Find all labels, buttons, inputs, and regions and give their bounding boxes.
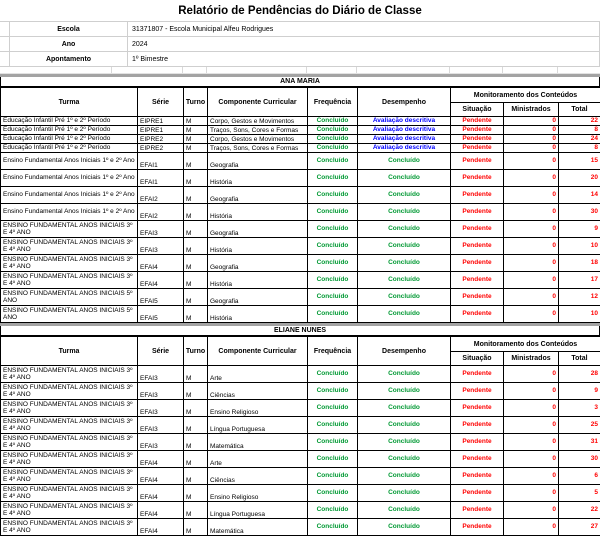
cell-serie: EFAI5	[138, 289, 184, 306]
cell-serie: EFAI4	[138, 519, 184, 536]
table-row	[1, 434, 600, 451]
table-body	[1, 117, 600, 323]
cell-frequencia: Concluído	[308, 434, 358, 451]
cell-componente: História	[208, 204, 308, 221]
cell-componente: Língua Portuguesa	[208, 502, 308, 519]
cell-componente: Matemática	[208, 434, 308, 451]
cell-componente: História	[208, 306, 308, 323]
cell-desempenho: Concluído	[358, 519, 451, 536]
cell-ministrados: 0	[504, 451, 559, 468]
cell-desempenho: Concluído	[358, 238, 451, 255]
cell-situacao: Pendente	[451, 272, 504, 289]
cell-ministrados: 0	[504, 153, 559, 170]
cell-desempenho: Concluído	[358, 400, 451, 417]
cell-situacao: Pendente	[451, 153, 504, 170]
cell-turma: ENSINO FUNDAMENTAL ANOS INICIAIS 3º E 4º ANO	[1, 519, 138, 536]
cell-total: 10	[559, 306, 600, 323]
cell-turno: M	[184, 204, 208, 221]
grid-segment	[558, 67, 600, 73]
cell-turno: M	[184, 366, 208, 383]
col-header-monitoramento: Monitoramento dos Conteúdos	[451, 88, 600, 103]
cell-frequencia: Concluído	[308, 417, 358, 434]
cell-frequencia: Concluído	[308, 306, 358, 323]
cell-turno: M	[184, 451, 208, 468]
cell-total: 28	[559, 366, 600, 383]
cell-situacao: Pendente	[451, 170, 504, 187]
col-header-frequencia: Frequência	[308, 337, 358, 366]
cell-turma: ENSINO FUNDAMENTAL ANOS INICIAIS 3º E 4º ANO	[1, 400, 138, 417]
col-header-situacao: Situação	[451, 352, 504, 366]
cell-ministrados: 0	[504, 366, 559, 383]
cell-total: 20	[559, 170, 600, 187]
cell-turno: M	[184, 170, 208, 187]
cell-total: 15	[559, 153, 600, 170]
cell-frequencia: Concluído	[308, 238, 358, 255]
cell-frequencia: Concluído	[308, 117, 358, 126]
cell-serie: EFAI3	[138, 221, 184, 238]
cell-componente: Traços, Sons, Cores e Formas	[208, 126, 308, 135]
cell-situacao: Pendente	[451, 204, 504, 221]
cell-ministrados: 0	[504, 144, 559, 153]
table-row	[1, 135, 600, 144]
cell-ministrados: 0	[504, 306, 559, 323]
cell-ministrados: 0	[504, 117, 559, 126]
cell-situacao: Pendente	[451, 485, 504, 502]
col-header-turno: Turno	[184, 337, 208, 366]
cell-turno: M	[184, 434, 208, 451]
cell-componente: Ensino Religioso	[208, 485, 308, 502]
apontamento-label: Apontamento	[10, 52, 128, 66]
grid-segment	[207, 67, 307, 73]
grid-segment	[183, 67, 207, 73]
table-row	[1, 468, 600, 485]
cell-frequencia: Concluído	[308, 221, 358, 238]
cell-componente: Corpo, Gestos e Movimentos	[208, 135, 308, 144]
cell-desempenho: Concluído	[358, 204, 451, 221]
cell-frequencia: Concluído	[308, 468, 358, 485]
cell-ministrados: 0	[504, 187, 559, 204]
cell-serie: EFAI3	[138, 417, 184, 434]
cell-desempenho: Concluído	[358, 153, 451, 170]
cell-ministrados: 0	[504, 289, 559, 306]
cell-turno: M	[184, 289, 208, 306]
cell-serie: EFAI3	[138, 400, 184, 417]
cell-total: 22	[559, 117, 600, 126]
cell-turno: M	[184, 135, 208, 144]
page-title: Relatório de Pendências do Diário de Classe	[0, 0, 600, 22]
cell-componente: História	[208, 272, 308, 289]
table-row	[1, 400, 600, 417]
cell-situacao: Pendente	[451, 451, 504, 468]
cell-total: 22	[559, 502, 600, 519]
cell-turma: ENSINO FUNDAMENTAL ANOS INICIAIS 3º E 4º ANO	[1, 434, 138, 451]
cell-turno: M	[184, 238, 208, 255]
col-header-total: Total	[559, 103, 600, 117]
col-header-ministrados: Ministrados	[504, 103, 559, 117]
table-row	[1, 366, 600, 383]
cell-componente: Geografia	[208, 289, 308, 306]
cell-total: 31	[559, 434, 600, 451]
cell-ministrados: 0	[504, 434, 559, 451]
cell-turma: ENSINO FUNDAMENTAL ANOS INICIAIS 3º E 4º ANO	[1, 468, 138, 485]
cell-turma: ENSINO FUNDAMENTAL ANOS INICIAIS 3º E 4º ANO	[1, 366, 138, 383]
cell-frequencia: Concluído	[308, 144, 358, 153]
cell-turma: Educação Infantil Pré 1º e 2º Período	[1, 117, 138, 126]
cell-turno: M	[184, 221, 208, 238]
cell-componente: Arte	[208, 451, 308, 468]
col-header-desempenho: Desempenho	[358, 88, 451, 117]
cell-situacao: Pendente	[451, 187, 504, 204]
cell-frequencia: Concluído	[308, 135, 358, 144]
cell-desempenho: Avaliação descritiva	[358, 135, 451, 144]
cell-total: 17	[559, 272, 600, 289]
cell-ministrados: 0	[504, 272, 559, 289]
cell-desempenho: Avaliação descritiva	[358, 117, 451, 126]
cell-serie: EIPRE2	[138, 135, 184, 144]
info-spacer	[0, 52, 10, 66]
cell-ministrados: 0	[504, 383, 559, 400]
cell-componente: Ciências	[208, 383, 308, 400]
cell-desempenho: Concluído	[358, 170, 451, 187]
cell-turno: M	[184, 400, 208, 417]
cell-ministrados: 0	[504, 468, 559, 485]
cell-frequencia: Concluído	[308, 255, 358, 272]
teacher-name: ANA MARIA	[0, 77, 600, 87]
cell-ministrados: 0	[504, 417, 559, 434]
cell-desempenho: Avaliação descritiva	[358, 144, 451, 153]
table-row	[1, 485, 600, 502]
grid-segment	[503, 67, 558, 73]
cell-turma: ENSINO FUNDAMENTAL ANOS INICIAIS 3º E 4º ANO	[1, 255, 138, 272]
cell-total: 18	[559, 255, 600, 272]
cell-serie: EFAI1	[138, 170, 184, 187]
cell-turno: M	[184, 383, 208, 400]
cell-componente: Geografia	[208, 221, 308, 238]
table-row	[1, 306, 600, 323]
cell-ministrados: 0	[504, 135, 559, 144]
escola-value: 31371807 - Escola Municipal Alfeu Rodrigues	[128, 22, 599, 36]
cell-total: 9	[559, 221, 600, 238]
cell-total: 12	[559, 289, 600, 306]
table-row	[1, 417, 600, 434]
info-row-ano	[0, 37, 599, 52]
cell-componente: Língua Portuguesa	[208, 417, 308, 434]
apontamento-value: 1º Bimestre	[128, 52, 599, 66]
cell-turma: ENSINO FUNDAMENTAL ANOS INICIAIS 3º E 4º ANO	[1, 383, 138, 400]
cell-turma: ENSINO FUNDAMENTAL ANOS INICIAIS 3º E 4º ANO	[1, 272, 138, 289]
cell-turno: M	[184, 117, 208, 126]
cell-ministrados: 0	[504, 485, 559, 502]
report-info	[0, 22, 600, 67]
grid-segment	[450, 67, 503, 73]
cell-total: 24	[559, 135, 600, 144]
cell-serie: EFAI2	[138, 187, 184, 204]
table-row	[1, 238, 600, 255]
table-row	[1, 144, 600, 153]
pendencias-table	[0, 336, 600, 536]
cell-ministrados: 0	[504, 255, 559, 272]
cell-situacao: Pendente	[451, 468, 504, 485]
col-header-ministrados: Ministrados	[504, 352, 559, 366]
cell-serie: EFAI4	[138, 485, 184, 502]
cell-serie: EIPRE1	[138, 117, 184, 126]
cell-frequencia: Concluído	[308, 153, 358, 170]
table-row	[1, 117, 600, 126]
cell-total: 8	[559, 144, 600, 153]
cell-componente: Traços, Sons, Cores e Formas	[208, 144, 308, 153]
cell-turma: Educação Infantil Pré 1º e 2º Período	[1, 135, 138, 144]
cell-componente: Arte	[208, 366, 308, 383]
table-row	[1, 126, 600, 135]
cell-desempenho: Avaliação descritiva	[358, 126, 451, 135]
cell-desempenho: Concluído	[358, 187, 451, 204]
cell-situacao: Pendente	[451, 255, 504, 272]
cell-desempenho: Concluído	[358, 468, 451, 485]
cell-componente: História	[208, 170, 308, 187]
col-header-situacao: Situação	[451, 103, 504, 117]
teacher-name: ELIANE NUNES	[0, 326, 600, 336]
col-header-turma: Turma	[1, 337, 138, 366]
cell-componente: Ciências	[208, 468, 308, 485]
table-row	[1, 502, 600, 519]
col-header-serie: Série	[138, 88, 184, 117]
cell-frequencia: Concluído	[308, 187, 358, 204]
cell-ministrados: 0	[504, 400, 559, 417]
cell-situacao: Pendente	[451, 519, 504, 536]
table-row	[1, 204, 600, 221]
cell-turma: ENSINO FUNDAMENTAL ANOS INICIAIS 3º E 4º ANO	[1, 238, 138, 255]
cell-turno: M	[184, 417, 208, 434]
cell-desempenho: Concluído	[358, 306, 451, 323]
table-row	[1, 255, 600, 272]
cell-turno: M	[184, 306, 208, 323]
cell-serie: EFAI4	[138, 502, 184, 519]
cell-turma: Ensino Fundamental Anos Iniciais 1º e 2º Ano	[1, 153, 138, 170]
table-row	[1, 187, 600, 204]
ano-label: Ano	[10, 37, 128, 51]
cell-turno: M	[184, 468, 208, 485]
table-row	[1, 519, 600, 536]
cell-turno: M	[184, 519, 208, 536]
cell-serie: EFAI3	[138, 434, 184, 451]
table-row	[1, 153, 600, 170]
cell-serie: EFAI1	[138, 153, 184, 170]
cell-turno: M	[184, 272, 208, 289]
cell-turno: M	[184, 144, 208, 153]
empty-grid-row	[0, 67, 600, 74]
cell-turma: ENSINO FUNDAMENTAL ANOS INICIAIS 3º E 4º ANO	[1, 485, 138, 502]
cell-turma: ENSINO FUNDAMENTAL ANOS INICIAIS 3º E 4º ANO	[1, 221, 138, 238]
cell-componente: Ensino Religioso	[208, 400, 308, 417]
cell-frequencia: Concluído	[308, 289, 358, 306]
cell-turma: ENSINO FUNDAMENTAL ANOS INICIAIS 3º E 4º ANO	[1, 502, 138, 519]
cell-ministrados: 0	[504, 238, 559, 255]
cell-desempenho: Concluído	[358, 417, 451, 434]
cell-desempenho: Concluído	[358, 366, 451, 383]
cell-situacao: Pendente	[451, 117, 504, 126]
cell-serie: EFAI5	[138, 306, 184, 323]
col-header-turma: Turma	[1, 88, 138, 117]
cell-serie: EFAI3	[138, 366, 184, 383]
cell-situacao: Pendente	[451, 400, 504, 417]
cell-ministrados: 0	[504, 519, 559, 536]
cell-ministrados: 0	[504, 502, 559, 519]
cell-frequencia: Concluído	[308, 383, 358, 400]
table-row	[1, 272, 600, 289]
cell-situacao: Pendente	[451, 135, 504, 144]
cell-serie: EFAI4	[138, 255, 184, 272]
cell-frequencia: Concluído	[308, 170, 358, 187]
table-row	[1, 289, 600, 306]
cell-desempenho: Concluído	[358, 221, 451, 238]
cell-desempenho: Concluído	[358, 255, 451, 272]
cell-componente: Matemática	[208, 519, 308, 536]
col-header-frequencia: Frequência	[308, 88, 358, 117]
ano-value: 2024	[128, 37, 599, 51]
cell-total: 27	[559, 519, 600, 536]
cell-desempenho: Concluído	[358, 485, 451, 502]
cell-componente: Geografia	[208, 187, 308, 204]
col-header-monitoramento: Monitoramento dos Conteúdos	[451, 337, 600, 352]
cell-turno: M	[184, 153, 208, 170]
cell-situacao: Pendente	[451, 238, 504, 255]
cell-situacao: Pendente	[451, 306, 504, 323]
pendencias-table	[0, 87, 600, 323]
col-header-turno: Turno	[184, 88, 208, 117]
cell-componente: Corpo, Gestos e Movimentos	[208, 117, 308, 126]
cell-serie: EFAI4	[138, 468, 184, 485]
cell-desempenho: Concluído	[358, 502, 451, 519]
cell-turma: Ensino Fundamental Anos Iniciais 1º e 2º Ano	[1, 170, 138, 187]
cell-situacao: Pendente	[451, 383, 504, 400]
cell-turno: M	[184, 187, 208, 204]
cell-turma: ENSINO FUNDAMENTAL ANOS INICIAIS 5º ANO	[1, 306, 138, 323]
cell-serie: EFAI3	[138, 383, 184, 400]
grid-segment	[112, 67, 183, 73]
cell-total: 14	[559, 187, 600, 204]
grid-segment	[307, 67, 357, 73]
cell-turno: M	[184, 126, 208, 135]
col-header-componente: Componente Curricular	[208, 337, 308, 366]
cell-frequencia: Concluído	[308, 366, 358, 383]
cell-total: 10	[559, 238, 600, 255]
cell-total: 25	[559, 417, 600, 434]
cell-total: 3	[559, 400, 600, 417]
col-header-total: Total	[559, 352, 600, 366]
table-row	[1, 383, 600, 400]
report-sections	[0, 74, 600, 536]
cell-frequencia: Concluído	[308, 519, 358, 536]
cell-serie: EFAI3	[138, 238, 184, 255]
table-row	[1, 170, 600, 187]
cell-serie: EFAI4	[138, 451, 184, 468]
grid-segment	[0, 67, 112, 73]
cell-serie: EFAI2	[138, 204, 184, 221]
cell-frequencia: Concluído	[308, 204, 358, 221]
cell-total: 30	[559, 204, 600, 221]
cell-desempenho: Concluído	[358, 434, 451, 451]
cell-turma: Ensino Fundamental Anos Iniciais 1º e 2º Ano	[1, 204, 138, 221]
info-spacer	[0, 37, 10, 51]
cell-situacao: Pendente	[451, 126, 504, 135]
cell-turma: ENSINO FUNDAMENTAL ANOS INICIAIS 3º E 4º ANO	[1, 417, 138, 434]
col-header-componente: Componente Curricular	[208, 88, 308, 117]
cell-ministrados: 0	[504, 221, 559, 238]
cell-situacao: Pendente	[451, 289, 504, 306]
escola-label: Escola	[10, 22, 128, 36]
cell-turma: Educação Infantil Pré 1º e 2º Período	[1, 144, 138, 153]
cell-situacao: Pendente	[451, 221, 504, 238]
cell-frequencia: Concluído	[308, 400, 358, 417]
cell-total: 6	[559, 468, 600, 485]
cell-serie: EFAI4	[138, 272, 184, 289]
cell-frequencia: Concluído	[308, 272, 358, 289]
cell-total: 30	[559, 451, 600, 468]
cell-serie: EIPRE2	[138, 144, 184, 153]
cell-componente: História	[208, 238, 308, 255]
cell-componente: Geografia	[208, 255, 308, 272]
cell-frequencia: Concluído	[308, 502, 358, 519]
cell-ministrados: 0	[504, 170, 559, 187]
cell-componente: Geografia	[208, 153, 308, 170]
cell-turma: ENSINO FUNDAMENTAL ANOS INICIAIS 5º ANO	[1, 289, 138, 306]
cell-turno: M	[184, 502, 208, 519]
grid-segment	[357, 67, 450, 73]
cell-turno: M	[184, 255, 208, 272]
cell-desempenho: Concluído	[358, 451, 451, 468]
col-header-desempenho: Desempenho	[358, 337, 451, 366]
cell-total: 9	[559, 383, 600, 400]
cell-desempenho: Concluído	[358, 289, 451, 306]
info-row-escola	[0, 22, 599, 37]
col-header-serie: Série	[138, 337, 184, 366]
cell-frequencia: Concluído	[308, 126, 358, 135]
table-body	[1, 366, 600, 536]
cell-turma: Ensino Fundamental Anos Iniciais 1º e 2º Ano	[1, 187, 138, 204]
cell-turma: ENSINO FUNDAMENTAL ANOS INICIAIS 3º E 4º ANO	[1, 451, 138, 468]
cell-frequencia: Concluído	[308, 485, 358, 502]
cell-turma: Educação Infantil Pré 1º e 2º Período	[1, 126, 138, 135]
cell-ministrados: 0	[504, 126, 559, 135]
table-row	[1, 451, 600, 468]
table-row	[1, 221, 600, 238]
cell-desempenho: Concluído	[358, 272, 451, 289]
cell-frequencia: Concluído	[308, 451, 358, 468]
cell-total: 5	[559, 485, 600, 502]
cell-turno: M	[184, 485, 208, 502]
cell-situacao: Pendente	[451, 502, 504, 519]
info-spacer	[0, 22, 10, 36]
cell-ministrados: 0	[504, 204, 559, 221]
info-row-apontamento	[0, 52, 599, 67]
cell-desempenho: Concluído	[358, 383, 451, 400]
cell-situacao: Pendente	[451, 417, 504, 434]
cell-situacao: Pendente	[451, 434, 504, 451]
cell-serie: EIPRE1	[138, 126, 184, 135]
cell-situacao: Pendente	[451, 366, 504, 383]
cell-total: 8	[559, 126, 600, 135]
cell-situacao: Pendente	[451, 144, 504, 153]
